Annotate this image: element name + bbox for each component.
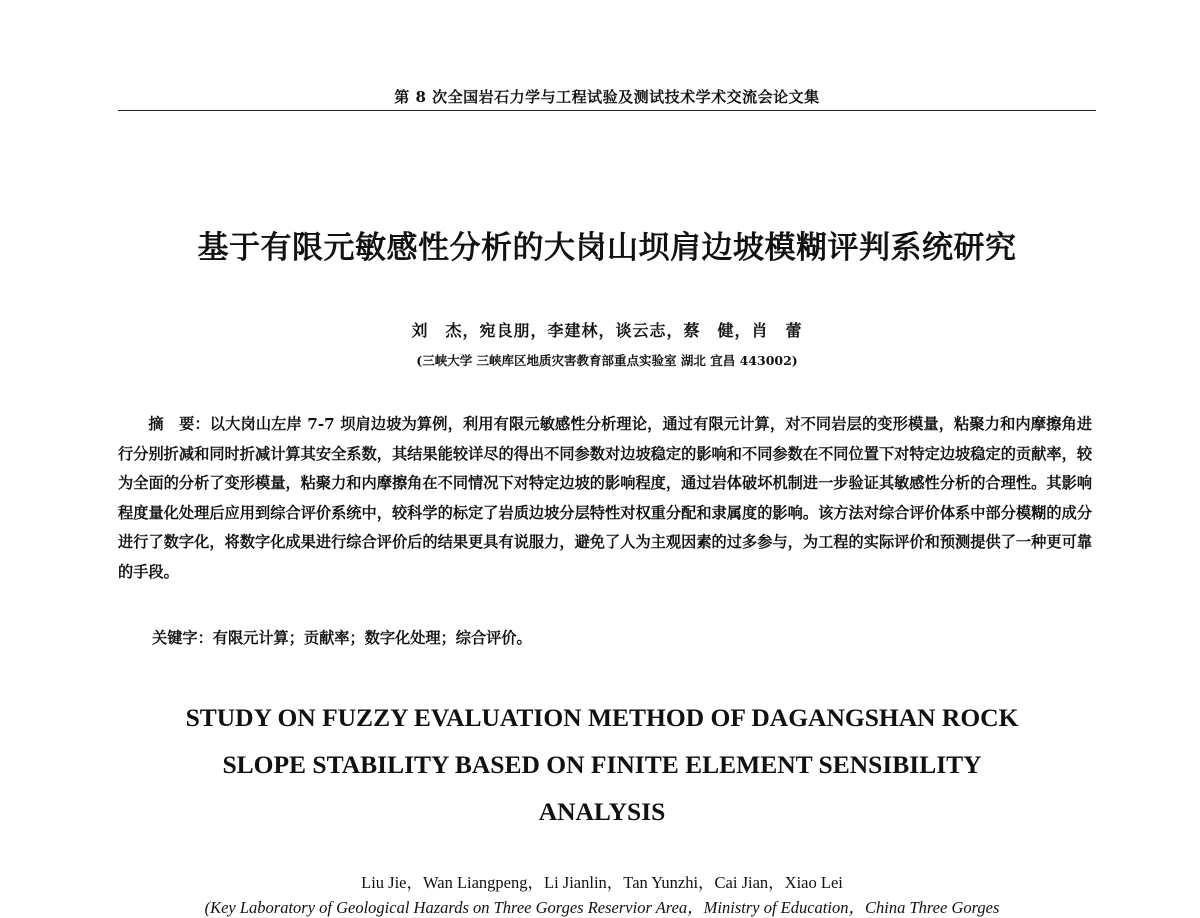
paper-title-en-line: SLOPE STABILITY BASED ON FINITE ELEMENT SENSIBILITY	[222, 750, 982, 779]
header-rule	[118, 110, 1096, 111]
authors-en: Liu Jie，Wan Liangpeng，Li Jianlin，Tan Yunzhi，Cai Jian，Xiao Lei	[361, 873, 843, 892]
keywords-zh	[152, 624, 1092, 654]
paper-title-en	[118, 694, 1086, 835]
affiliation-zh: (三峡大学 三峡库区地质灾害教育部重点实验室 湖北 宜昌 443002)	[416, 353, 798, 368]
paper-title-en-line: ANALYSIS	[538, 797, 666, 826]
paper-title-en-line: STUDY ON FUZZY EVALUATION METHOD OF DAGANGSHAN ROCK	[185, 703, 1019, 732]
keywords-text: 有限元计算；贡献率；数字化处理；综合评价。	[212, 629, 532, 647]
keywords-label: 关键字：	[152, 629, 213, 647]
abstract-label: 摘 要：	[148, 415, 210, 433]
paper-title-zh: 基于有限元敏感性分析的大岗山坝肩边坡模糊评判系统研究	[197, 230, 1017, 266]
running-header: 第 8 次全国岩石力学与工程试验及测试技术学术交流会论文集	[394, 88, 820, 106]
authors-zh: 刘 杰，宛良朋，李建林，谈云志，蔡 健，肖 蕾	[411, 321, 803, 340]
abstract-text: 以大岗山左岸 7-7 坝肩边坡为算例，利用有限元敏感性分析理论，通过有限元计算，对不同岩层的变形模量，粘聚力和内摩擦角进行分别折减和同时折减计算其安全系数，其结果能较详尽的得出不同参数对边坡稳定的影响和不同参数在不同位置下对特定边坡稳定的贡献率，较为全面的分析了变形模量，粘聚力和内摩擦角在不同情况下对特定边坡的影响程度，通过岩体破坏机制进一步验证其敏感性分析的合理性。其影响程度量化处理后应用到综合评价系统中，较科学的标定了岩质边坡分层特性对权重分配和隶属度的影响。该方法对综合评价体系中部分模糊的成分进行了数字化，将数字化成果进行综合评价后的结果更具有说服力，避免了人为主观因素的过多参与，为工程的实际评价和预测提供了一种更可靠的手段。	[118, 415, 1093, 581]
affiliation-en: (Key Laboratory of Geological Hazards on Three Gorges Reservior Area，Ministry of Education，China Three Gorges	[204, 898, 1000, 917]
abstract-zh	[118, 410, 1092, 587]
